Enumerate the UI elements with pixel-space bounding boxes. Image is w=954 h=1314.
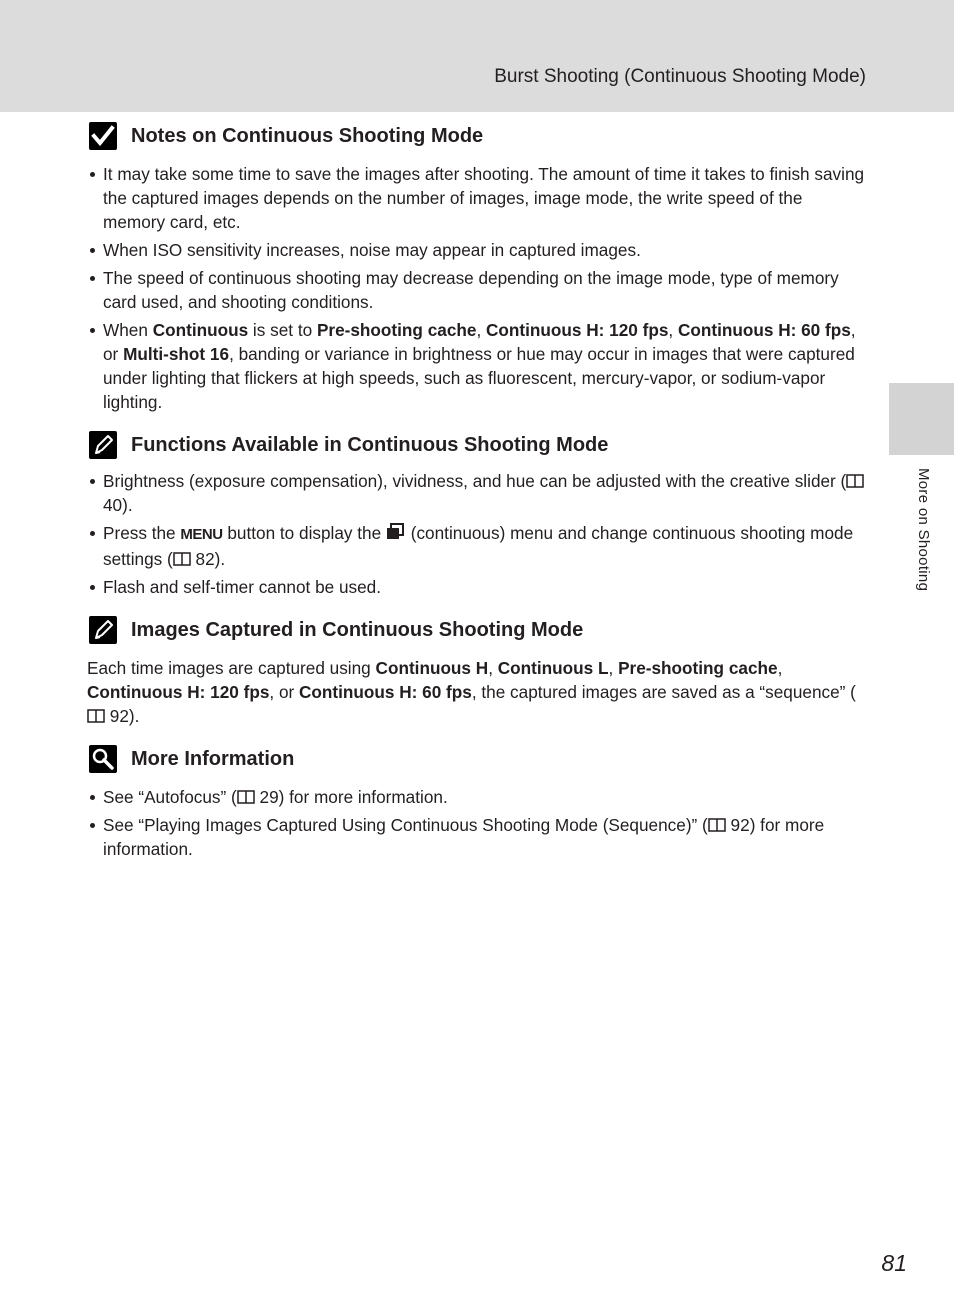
notes-title: Notes on Continuous Shooting Mode [131,125,484,147]
book-reference-icon [173,552,191,566]
chapter-tab-label: More on Shooting [915,468,932,592]
images-paragraph: Each time images are captured using Continuous H, Continuous L, Pre-shooting cache, Continuous H: 120 fps, or Continuous H: 60 fps, the captured images are saved as a “sequence” ( 92). [87,658,856,726]
running-title: Burst Shooting (Continuous Shooting Mode) [494,66,866,87]
notes-heading [87,122,867,152]
pencil-icon [89,431,117,459]
list-item: Press the MENU button to display the (continuous) menu and change continuous shooting mode settings ( 82). [87,521,867,571]
pencil-icon [89,616,117,644]
continuous-mode-icon [386,523,406,541]
functions-section [87,431,867,599]
more-info-section [87,745,867,861]
functions-title: Functions Available in Continuous Shooting Mode [131,434,609,456]
magnifier-icon [89,745,117,773]
book-reference-icon [708,818,726,832]
more-info-heading [87,745,867,775]
page-number: 81 [881,1250,907,1276]
images-title: Images Captured in Continuous Shooting Mode [131,619,584,641]
chapter-tab [889,383,954,455]
images-section [87,616,867,728]
header-band [0,0,954,112]
list-item: The speed of continuous shooting may decrease depending on the image mode, type of memory card used, and shooting conditions. [87,266,867,314]
book-reference-icon [846,474,864,488]
list-item: See “Playing Images Captured Using Continuous Shooting Mode (Sequence)” ( 92) for more information. [87,813,867,861]
notes-section [87,122,867,414]
list-item: When Continuous is set to Pre-shooting cache, Continuous H: 120 fps, Continuous H: 60 fps, or Multi-shot 16, banding or variance in brightness or hue may occur in images that were captured under lighting that flickers at high speeds, such as fluorescent, mercury-vapor, or sodium-vapor lighting. [87,318,867,414]
list-item: When ISO sensitivity increases, noise may appear in captured images. [87,238,867,262]
images-heading [87,616,867,646]
list-item: See “Autofocus” ( 29) for more information. [87,785,867,809]
list-item: Flash and self-timer cannot be used. [87,575,867,599]
menu-button-glyph: MENU [180,526,223,543]
list-item: It may take some time to save the images after shooting. The amount of time it takes to finish saving the captured images depends on the number of images, image mode, the write speed of the memory card, etc. [87,162,867,234]
checkmark-icon [89,122,117,150]
functions-heading [87,431,867,461]
list-item: Brightness (exposure compensation), vividness, and hue can be adjusted with the creative slider ( 40). [87,469,867,517]
book-reference-icon [87,709,105,723]
book-reference-icon [237,790,255,804]
more-info-title: More Information [131,748,295,770]
